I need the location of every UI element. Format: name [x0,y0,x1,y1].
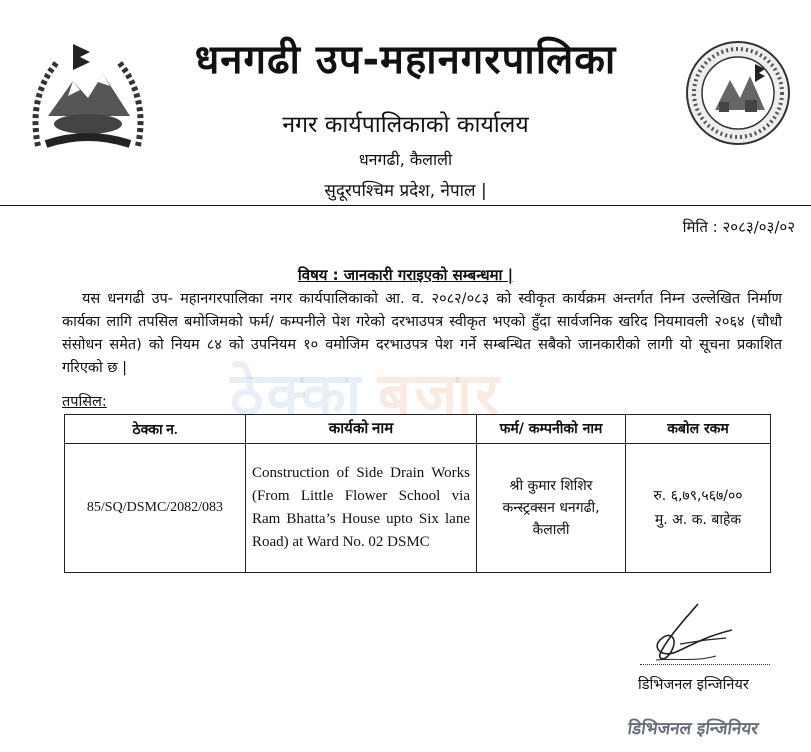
office-name: नगर कार्यपालिकाको कार्यालय [282,112,529,138]
subject-text: विषय : जानकारी गराइएको सम्बन्धमा | [297,266,514,284]
signature-scribble [636,600,736,668]
details-label: तपसिल: [62,394,107,410]
office-province: सुदूरपश्चिम प्रदेश, नेपाल | [324,181,487,201]
office-city: धनगढी, कैलाली [358,150,453,169]
header-divider [0,205,811,206]
watermark-part1: ठेक्का [230,360,364,428]
firm-line-3: कैलाली [532,522,570,538]
document-date: मिति : २०८३/०३/०२ [682,218,795,236]
contract-table [64,414,771,573]
notice-paragraph: यस धनगढी उप- महानगरपालिका नगर कार्यपालिकाको आ. व. २०८२/०८३ को स्वीकृत कार्यक्रम अन्तर्गत निम्न उल्लेखित निर्माण कार्यका लागि तपसिल बमोजिमको फर्म/ कम्पनीले पेश गरेको दरभाउपत्र स्वीकृत भएको हुँदा सार्वजनिक खरिद नियमावली २०६४ (चौधौ संसोधन समेत) को नियम ८४ को उपनियम १० वमोजिम दरभाउपत्र पेश गर्ने सम्बन्धित सबैको जानकारीको लागी यो सूचना प्रकाशित गरिएको छ | [62,291,782,376]
signatory-title: डिभिजनल इन्जिनियर [638,677,749,693]
header-contract-no: ठेक्का न. [65,415,246,444]
header-bid-amount: कबोल रकम [626,415,771,444]
designation-stamp: डिभिजनल इन्जिनियर [626,719,760,739]
amount-value: रु. ६,७९,५६७/०० [653,488,743,504]
table-header-row [65,415,771,444]
signature-line [640,664,770,665]
subject-line [0,265,811,285]
municipality-title: धनगढी उप-महानगरपालिका [194,37,617,83]
table-row [65,444,771,573]
firm-line-1: श्री कुमार शिशिर [509,478,593,494]
header-firm-name: फर्म/ कम्पनीको नाम [477,415,626,444]
firm-name-cell [477,444,626,573]
amount-note: मु. अ. क. बाहेक [654,512,742,528]
header-work-name: कार्यको नाम [246,415,477,444]
bid-amount-cell [626,444,771,573]
work-name-cell: Construction of Side Drain Works (From Little Flower School via Ram Bhatta’s House upto Six lane Road) at Ward No. 02 DSMC [246,444,477,573]
firm-line-2: कन्स्ट्रक्सन धनगढी, [502,500,600,516]
contract-number-cell: 85/SQ/DSMC/2082/083 [65,444,246,573]
watermark-part2: बजार [377,360,502,428]
